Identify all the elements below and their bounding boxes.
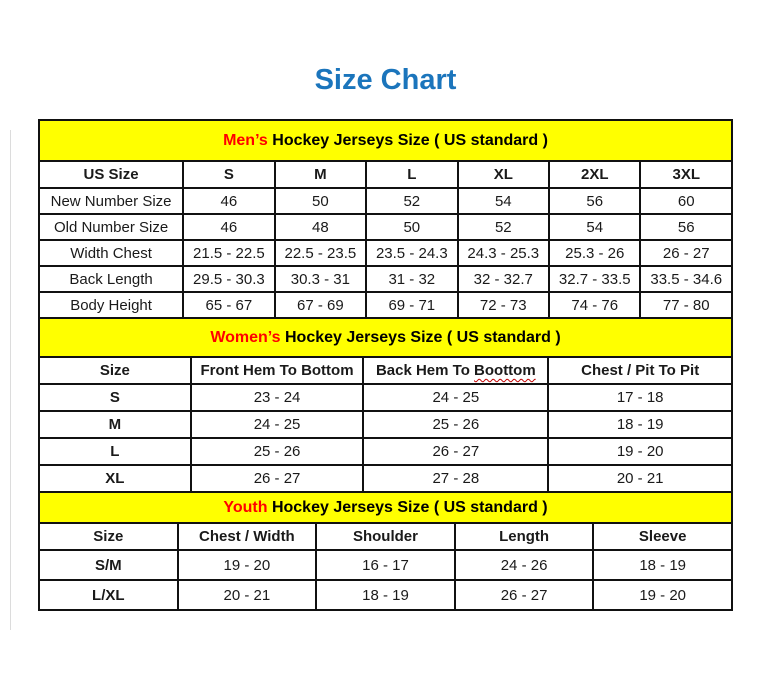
value-cell: 46	[183, 188, 274, 214]
column-header: XL	[458, 161, 549, 188]
table-row	[39, 292, 732, 318]
table-row	[39, 240, 732, 266]
column-header: Chest / Pit To Pit	[548, 357, 732, 384]
value-cell: 27 - 28	[363, 465, 548, 492]
value-cell: 24 - 25	[191, 411, 364, 438]
value-cell: 26 - 27	[455, 580, 594, 610]
value-cell: 33.5 - 34.6	[640, 266, 732, 292]
table-row	[39, 188, 732, 214]
value-cell: 46	[183, 214, 274, 240]
row-label-cell: M	[39, 411, 191, 438]
mens-size-table	[38, 119, 733, 319]
value-cell: 67 - 69	[275, 292, 366, 318]
value-cell: 20 - 21	[178, 580, 317, 610]
value-cell: 72 - 73	[458, 292, 549, 318]
mens-header-row	[39, 161, 732, 188]
value-cell: 56	[640, 214, 732, 240]
table-row	[39, 266, 732, 292]
column-header: L	[366, 161, 457, 188]
row-label-cell: L/XL	[39, 580, 178, 610]
value-cell: 52	[366, 188, 457, 214]
column-header: Size	[39, 357, 191, 384]
value-cell: 50	[366, 214, 457, 240]
table-row	[39, 411, 732, 438]
column-header: Sleeve	[593, 523, 732, 550]
column-header: Front Hem To Bottom	[191, 357, 364, 384]
column-header-misspelled	[363, 357, 548, 384]
row-label-cell: Width Chest	[39, 240, 183, 266]
column-header: Size	[39, 523, 178, 550]
table-row	[39, 465, 732, 492]
column-header: Shoulder	[316, 523, 455, 550]
column-header: Chest / Width	[178, 523, 317, 550]
value-cell: 19 - 20	[548, 438, 732, 465]
table-row	[39, 580, 732, 610]
value-cell: 26 - 27	[191, 465, 364, 492]
value-cell: 30.3 - 31	[275, 266, 366, 292]
value-cell: 54	[549, 214, 640, 240]
value-cell: 69 - 71	[366, 292, 457, 318]
womens-banner-highlight: Women’s	[210, 328, 281, 346]
value-cell: 25 - 26	[363, 411, 548, 438]
youth-banner-rest: Hockey Jerseys Size ( US standard )	[267, 498, 548, 516]
value-cell: 24.3 - 25.3	[458, 240, 549, 266]
table-row	[39, 550, 732, 580]
value-cell: 26 - 27	[363, 438, 548, 465]
value-cell: 22.5 - 23.5	[275, 240, 366, 266]
value-cell: 65 - 67	[183, 292, 274, 318]
value-cell: 17 - 18	[548, 384, 732, 411]
page-edge-line	[10, 130, 11, 630]
value-cell: 29.5 - 30.3	[183, 266, 274, 292]
value-cell: 19 - 20	[593, 580, 732, 610]
row-label-cell: L	[39, 438, 191, 465]
table-row	[39, 214, 732, 240]
row-label-cell: Old Number Size	[39, 214, 183, 240]
mens-banner-rest: Hockey Jerseys Size ( US standard )	[267, 131, 548, 149]
value-cell: 24 - 26	[455, 550, 594, 580]
value-cell: 21.5 - 22.5	[183, 240, 274, 266]
mens-banner-highlight: Men’s	[223, 131, 268, 149]
womens-header-row	[39, 357, 732, 384]
value-cell: 50	[275, 188, 366, 214]
size-chart-sheet	[38, 119, 733, 611]
column-header: S	[183, 161, 274, 188]
value-cell: 77 - 80	[640, 292, 732, 318]
value-cell: 48	[275, 214, 366, 240]
value-cell: 25.3 - 26	[549, 240, 640, 266]
value-cell: 56	[549, 188, 640, 214]
row-label-cell: New Number Size	[39, 188, 183, 214]
column-header: US Size	[39, 161, 183, 188]
value-cell: 18 - 19	[593, 550, 732, 580]
column-header: Length	[455, 523, 594, 550]
value-cell: 26 - 27	[640, 240, 732, 266]
value-cell: 74 - 76	[549, 292, 640, 318]
table-row	[39, 384, 732, 411]
value-cell: 25 - 26	[191, 438, 364, 465]
value-cell: 23 - 24	[191, 384, 364, 411]
youth-size-table	[38, 491, 733, 611]
column-header: 3XL	[640, 161, 732, 188]
value-cell: 60	[640, 188, 732, 214]
table-row	[39, 438, 732, 465]
column-header: M	[275, 161, 366, 188]
mens-banner-row	[39, 120, 732, 161]
value-cell: 19 - 20	[178, 550, 317, 580]
row-label-cell: Back Length	[39, 266, 183, 292]
page-title: Size Chart	[314, 64, 457, 96]
misspelled-word: Boottom	[474, 362, 536, 379]
value-cell: 18 - 19	[548, 411, 732, 438]
value-cell: 32 - 32.7	[458, 266, 549, 292]
womens-section-banner	[39, 318, 732, 357]
youth-section-banner	[39, 492, 732, 523]
value-cell: 23.5 - 24.3	[366, 240, 457, 266]
value-cell: 18 - 19	[316, 580, 455, 610]
value-cell: 54	[458, 188, 549, 214]
womens-banner-row	[39, 318, 732, 357]
value-cell: 32.7 - 33.5	[549, 266, 640, 292]
youth-banner-row	[39, 492, 732, 523]
row-label-cell: Body Height	[39, 292, 183, 318]
value-cell: 52	[458, 214, 549, 240]
youth-banner-highlight: Youth	[223, 498, 268, 516]
youth-header-row	[39, 523, 732, 550]
womens-size-table	[38, 317, 733, 493]
value-cell: 16 - 17	[316, 550, 455, 580]
column-header: 2XL	[549, 161, 640, 188]
row-label-cell: S/M	[39, 550, 178, 580]
womens-banner-rest: Hockey Jerseys Size ( US standard )	[280, 328, 561, 346]
value-cell: 31 - 32	[366, 266, 457, 292]
value-cell: 24 - 25	[363, 384, 548, 411]
value-cell: 20 - 21	[548, 465, 732, 492]
header-text: Back Hem To	[375, 362, 475, 379]
mens-section-banner	[39, 120, 732, 161]
row-label-cell: S	[39, 384, 191, 411]
row-label-cell: XL	[39, 465, 191, 492]
